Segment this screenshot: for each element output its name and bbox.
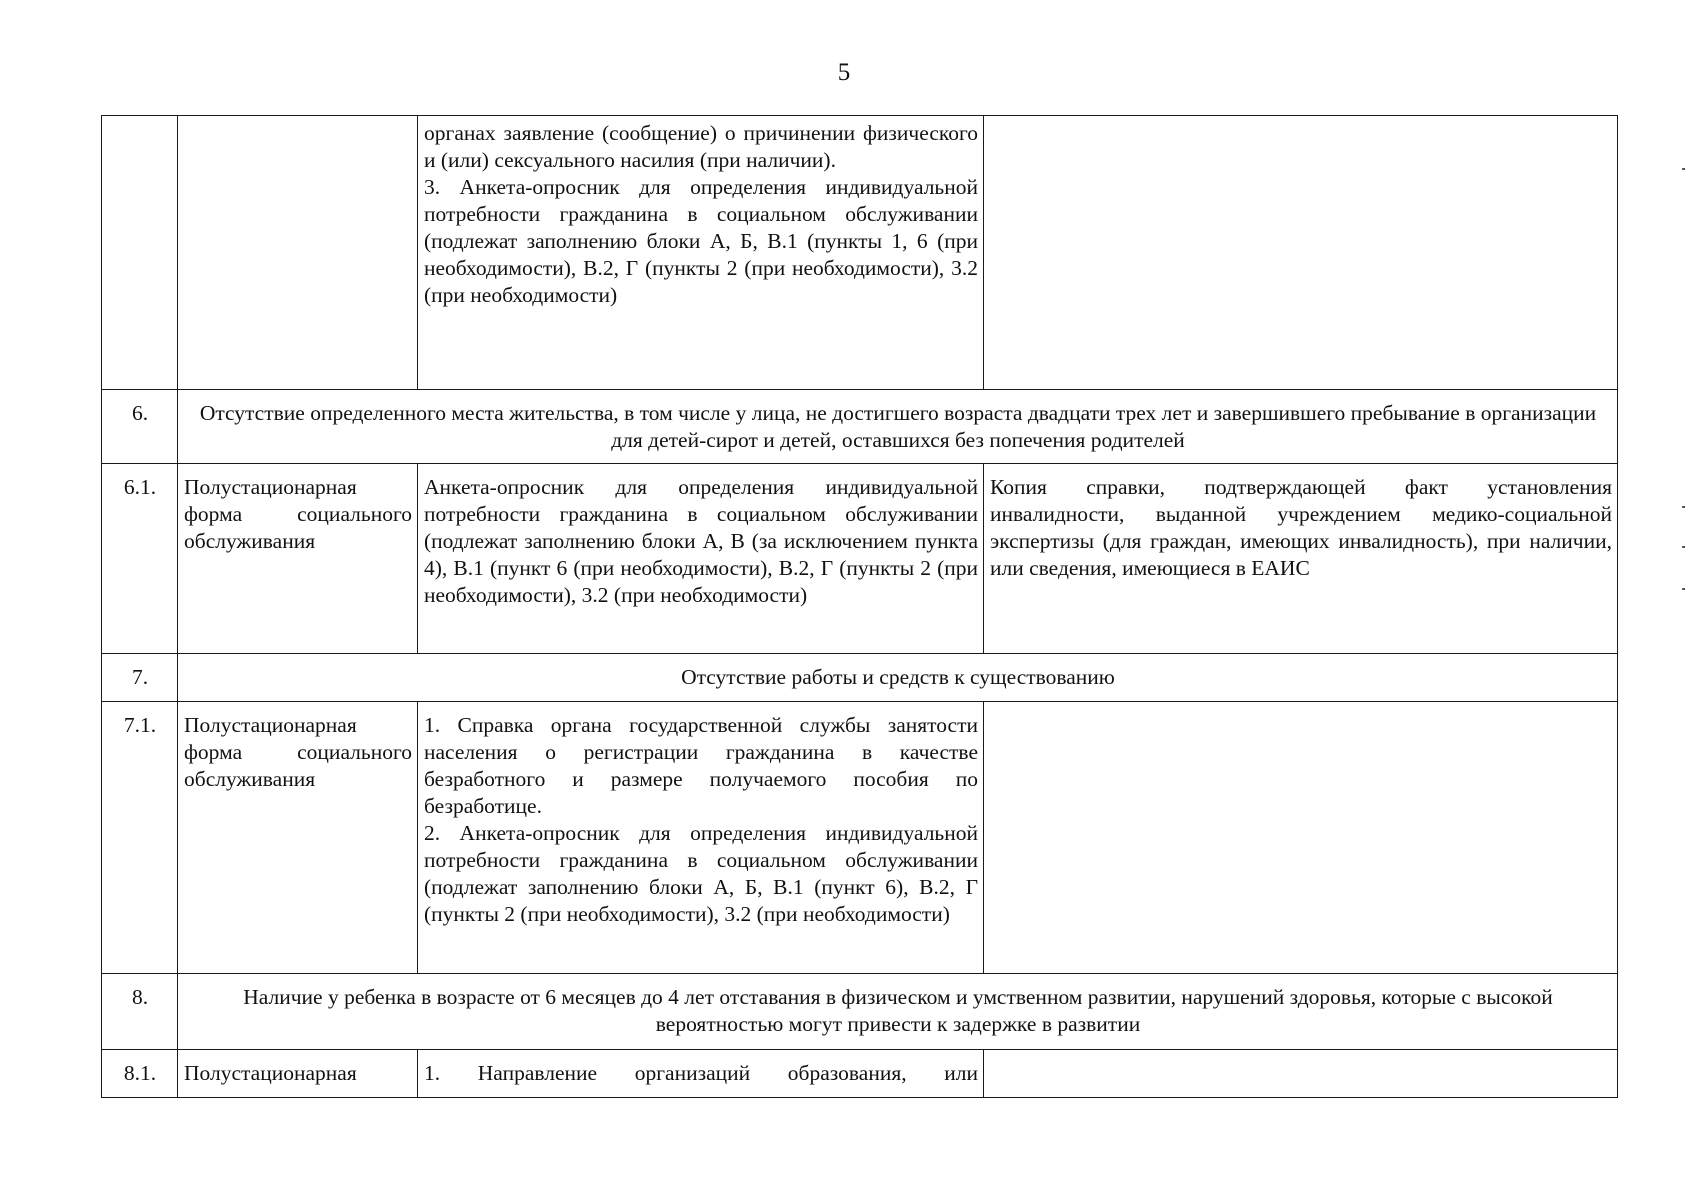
- documents-cell: Анкета-опросник для определения индивидуальной потребности гражданина в социальном обслуживании (подлежат заполнению блоки А, В (за исключением пункта 4), В.1 (пункт 6 (при необходимости), В.2, Г (пункты 2 (при необходимости), 3.2 (при необходимости): [418, 464, 984, 654]
- documents-paragraph: органах заявление (сообщение) о причинении физического и (или) сексуального насилия (при наличии).: [424, 121, 978, 172]
- additional-documents-cell: [984, 1050, 1618, 1098]
- scan-mark: [1682, 546, 1685, 548]
- additional-documents-cell: [984, 702, 1618, 974]
- row-number-cell: [102, 116, 178, 390]
- table-row: [102, 702, 1618, 974]
- service-form-cell: Полустационарная форма социального обслуживания: [178, 464, 418, 654]
- service-form-cell: [178, 116, 418, 390]
- additional-documents-cell: [984, 116, 1618, 390]
- service-form-cell: Полустационарная: [178, 1050, 418, 1098]
- circumstance-heading-cell: Отсутствие определенного места жительства, в том числе у лица, не достигшего возраста двадцати трех лет и завершившего пребывание в организации для детей-сирот и детей, оставшихся без попечения родителей: [178, 390, 1618, 464]
- table-row: [102, 390, 1618, 464]
- additional-documents-cell: Копия справки, подтверждающей факт установления инвалидности, выданной учреждением медико-социальной экспертизы (для граждан, имеющих инвалидность), при наличии, или сведения, имеющиеся в ЕАИС: [984, 464, 1618, 654]
- documents-paragraph: 2. Анкета-опросник для определения индивидуальной потребности гражданина в социальном обслуживании (подлежат заполнению блоки А, Б, В.1 (пункт 6), В.2, Г (пункты 2 (при необходимости), 3.2 (при необходимости): [424, 821, 978, 926]
- row-number-cell: 7.: [102, 654, 178, 702]
- circumstance-heading-cell: Наличие у ребенка в возрасте от 6 месяцев до 4 лет отставания в физическом и умственном развитии, нарушений здоровья, которые с высокой вероятностью могут привести к задержке в развитии: [178, 974, 1618, 1050]
- documents-paragraph: 1. Направление организаций образования, или: [424, 1061, 978, 1085]
- documents-cell: [418, 702, 984, 974]
- row-number-cell: 7.1.: [102, 702, 178, 974]
- scan-mark: [1682, 506, 1685, 508]
- row-number-cell: 8.: [102, 974, 178, 1050]
- row-number-cell: 6.1.: [102, 464, 178, 654]
- row-number-cell: 8.1.: [102, 1050, 178, 1098]
- documents-paragraph: 3. Анкета-опросник для определения индивидуальной потребности гражданина в социальном обслуживании (подлежат заполнению блоки А, Б, В.1 (пункты 1, 6 (при необходимости), В.2, Г (пункты 2 (при необходимости), 3.2 (при необходимости): [424, 175, 978, 307]
- table-row: [102, 464, 1618, 654]
- table-row: [102, 116, 1618, 390]
- table-row: [102, 974, 1618, 1050]
- page-number: 5: [837, 59, 851, 86]
- table-row: [102, 1050, 1618, 1098]
- documents-cell: [418, 116, 984, 390]
- documents-paragraph: 1. Справка органа государственной службы занятости населения о регистрации гражданина в качестве безработного и размере получаемого пособия по безработице.: [424, 713, 978, 818]
- documents-cell: [418, 1050, 984, 1098]
- scan-mark: [1682, 588, 1685, 590]
- scan-mark: [1682, 168, 1685, 170]
- row-number-cell: 6.: [102, 390, 178, 464]
- service-form-cell: Полустационарная форма социального обслуживания: [178, 702, 418, 974]
- services-documents-table: [101, 115, 1618, 1098]
- table-row: [102, 654, 1618, 702]
- circumstance-heading-cell: Отсутствие работы и средств к существованию: [178, 654, 1618, 702]
